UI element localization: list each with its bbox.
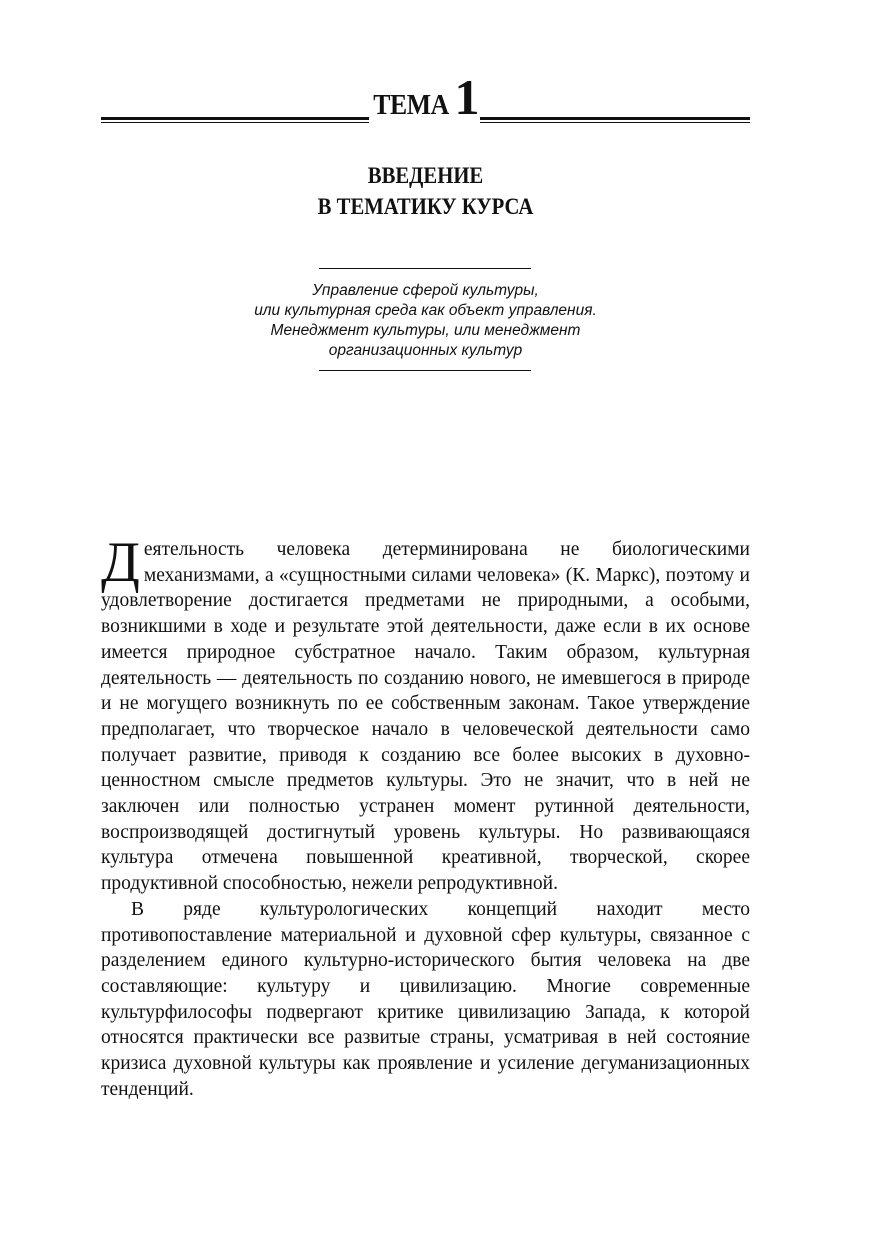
topic-header [101,69,750,132]
epigraph-line-4: организационных культур [328,342,523,359]
chapter-title [101,160,750,222]
paragraph-2: В ряде культурологических концепций находит место противопоставление материальной и духовной сфер культуры, связанное с разделением единого культурно-исторического бытия человека на две составляющие: культуру и цивилизацию. Многие современные культурфилософы подвергают критике цивилизацию Запада, к которой относятся практически все развитые страны, усматривая в ней состояние кризиса духовной культуры как проявление и усиление дегуманизационных тенденций. [101,898,750,1100]
topic-word: ТЕМА [372,90,449,121]
chapter-title-line-2: В ТЕМАТИКУ КУРСА [317,194,534,219]
epigraph-rule-top [319,268,531,269]
topic-number: 1 [454,69,480,125]
epigraph-line-2: или культурная среда как объект управления. [254,302,597,319]
epigraph-line-1: Управление сферой культуры, [312,282,539,299]
body-text [101,531,750,1102]
epigraph-line-3: Менеджмент культуры, или менеджмент [270,322,581,339]
paragraph-1 [101,531,750,897]
drop-cap: Д [101,531,140,594]
paragraph-1-text: еятельность человека детерминирована не биологическими механизмами, а «сущностными силами человека» (К. Маркс), поэтому и удовлетворение достигается предметами не природными, а особыми, возникшими в ходе и результате этой деятельности, даже если в их основе имеется природное субстратное начало. Таким образом, культурная деятельность — деятельность по созданию нового, не имевшегося в природе и не могущего возникнуть по ее собственным законам. Такое утверждение предполагает, что творческое начало в человеческой деятельности само получает развитие, приводя к созданию все более высоких в духовно-ценностном смысле предметов культуры. Это не значит, что в ней не заключен или полностью устранен момент рутинной деятельности, воспроизводящей достигнутый уровень культуры. Но развивающаяся культура отмечена повышенной креативной, творческой, скорее продуктивной способностью, нежели репродуктивной. [101,539,750,895]
header-rule-left [101,117,369,123]
epigraph-rule-bottom [319,370,531,371]
chapter-title-line-1: ВВЕДЕНИЕ [367,163,484,188]
epigraph [101,281,750,361]
header-rule-right [480,117,750,123]
topic-label [369,69,480,125]
